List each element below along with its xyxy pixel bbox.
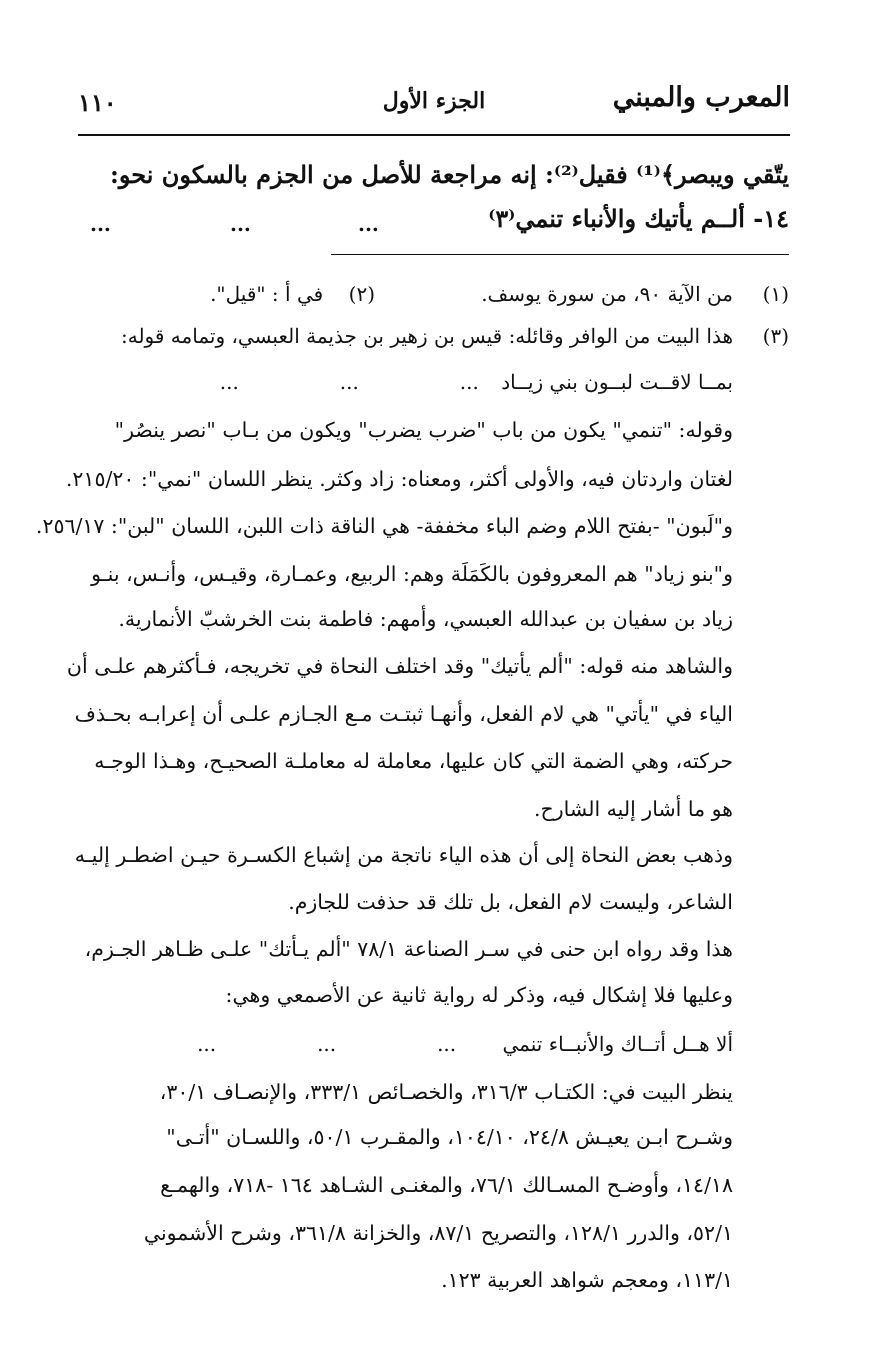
ellipsis: ... [358,212,379,236]
footnote-line: و"لَبون" -بفتح اللام وضم الباء مخففة- هي الناقة ذات اللبن، اللسان "لبن": ٢٥٦/١٧. [35,514,733,538]
footnote-text: في أ : "قيل". [210,282,324,306]
footnote-line: وقوله: "تنمي" يكون من باب "ضرب يضرب" ويكون من بـاب "نصر ينصُر" [114,418,733,442]
verse-ellipsis [90,212,379,236]
ellipsis: ... [90,212,111,236]
verse-ellipsis [197,1032,456,1056]
ellipsis: ... [317,1032,337,1056]
footnote-line: لغتان واردتان فيه، والأولى أكثر، ومعناه: زاد وكثر. ينظر اللسان "نمي": ٢١٥/٢٠. [65,467,733,491]
reference-line: ينظر البيت في: الكتـاب ٣١٦/٣، والخصـائص ٣٣٣/١، والإنصـاف ٣٠/١، [159,1080,733,1104]
ellipsis: ... [339,370,359,394]
quoted-verse [197,1032,733,1056]
footnote-text: من الآية ٩٠، من سورة يوسف. [481,282,733,306]
footnote-line: الشاعر، وليست لام الفعل، بل تلك قد حذفت للجازم. [288,890,733,914]
verse-ellipsis [220,370,479,394]
ellipsis: ... [437,1032,457,1056]
ellipsis: ... [197,1032,217,1056]
footnote-line: زياد بن سفيان بن عبدالله العبسي، وأمهم: فاطمة بنت الخرشبّ الأنمارية. [118,607,733,631]
footnote-line: حركته، وهي الضمة التي كان عليها، معاملة له معاملـة الصحيـح، وهـذا الوجـه [94,749,733,773]
footnote-line: وذهب بعض النحاة إلى أن هذه الياء ناتجة من إشباع الكسـرة حيـن اضطـر إليـه [74,843,733,867]
part-label: الجزء الأول [382,88,486,114]
reference-line: وشـرح ابـن يعيـش ٢٤/٨، ١٠٤/١٠، والمقـرب ٥٠/١، واللسـان "أتـى" [166,1125,733,1149]
header-divider [78,134,790,136]
footnote-text: هذا البيت من الوافر وقائله: قيس بن زهير بن جذيمة العبسي، وتمامه قوله: [120,324,733,348]
footnote-marker: (٢) [348,282,375,306]
reference-line: ٥٢/١، والدرر ١٢٨/١، والتصريح ٨٧/١، والخزانة ٣٦١/٨، وشرح الأشموني [143,1221,733,1245]
footnote-marker: (١) [762,282,789,306]
ellipsis: ... [459,370,479,394]
footnote-line: والشاهد منه قوله: "ألم يأتيك" وقد اختلف النحاة في تخريجه، فـأكثرهم علـى أن [66,654,733,678]
footnote-2 [210,282,375,306]
footnote-line: هو ما أشار إليه الشارح. [534,797,733,821]
footnote-line: هذا وقد رواه ابن حنى في سـر الصناعة ٧٨/١ "ألم يـأتك" علـى ظـاهر الجـزم، [84,937,733,961]
ellipsis: ... [219,370,239,394]
book-title: المعرب والمبني [612,82,790,113]
footnote-line: الياء في "يأتي" هي لام الفعل، وأنهـا ثبتـت مـع الجـازم علـى أن إعرابـه بحـذف [74,702,733,726]
footnote-line: وعليها فلا إشكال فيه، وذكر له رواية ثانية عن الأصمعي وهي: [225,983,733,1007]
footnote-line: و"بنو زياد" هم المعروفون بالكَمَلَة وهم: الربيع، وعمـارة، وقيـس، وأنـس، بنـو [91,562,733,586]
footnote-separator [331,254,789,255]
main-text-line: يتّقي ويبصر﴾⁽¹⁾ فقيل⁽²⁾: إنه مراجعة للأصل من الجزم بالسكون نحو: [110,160,789,189]
ellipsis: ... [230,212,251,236]
reference-line: ١١٣/١، ومعجم شواهد العربية ١٢٣. [441,1268,733,1292]
reference-line: ١٤/١٨، وأوضـح المسـالك ٧٦/١، والمغنـى الشـاهد ١٦٤ -٧١٨، والهمـع [160,1173,733,1197]
verse-text: بمــا لاقــت لبــون بني زيــاد [501,370,733,394]
verse-text: ألا هــل أتــاك والأنبــاء تنمي [502,1032,733,1056]
quoted-verse [220,370,733,394]
page-header [78,82,790,126]
page-number: ١١٠ [78,88,117,117]
poem-verse-14: ١٤- ألــم يأتيك والأنباء تنمي⁽٣⁾ [488,204,789,233]
footnote-marker: (٣) [762,324,789,348]
